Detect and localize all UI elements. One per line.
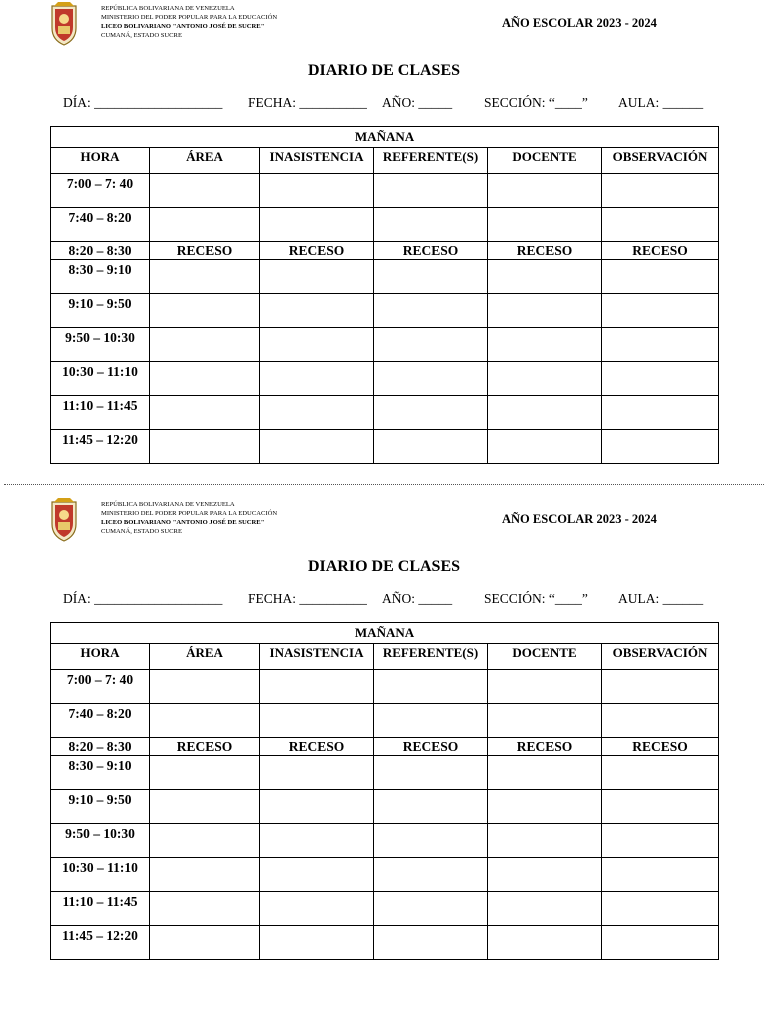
entry-cell[interactable]	[150, 892, 260, 926]
entry-cell[interactable]	[602, 704, 719, 738]
entry-cell[interactable]	[602, 892, 719, 926]
table-row	[51, 756, 719, 790]
column-header: DOCENTE	[488, 148, 602, 174]
time-slot: 7:40 – 8:20	[51, 704, 150, 738]
field-seccion[interactable]: SECCIÓN: “____”	[484, 95, 588, 110]
field-fecha[interactable]: FECHA: __________	[248, 95, 367, 110]
column-header: DOCENTE	[488, 644, 602, 670]
entry-cell[interactable]	[602, 858, 719, 892]
institution-line: MINISTERIO DEL PODER POPULAR PARA LA EDUCACIÓN	[101, 510, 278, 517]
field-dia[interactable]: DÍA: ___________________	[63, 591, 223, 606]
school-name: LICEO BOLIVARIANO "ANTONIO JOSÉ DE SUCRE"	[101, 23, 265, 30]
column-header-row	[51, 148, 719, 174]
recess-row	[51, 242, 719, 260]
entry-cell[interactable]	[260, 362, 374, 396]
field-ano[interactable]: AÑO: _____	[382, 95, 453, 110]
table-row	[51, 790, 719, 824]
entry-cell[interactable]	[374, 824, 488, 858]
entry-cell[interactable]	[260, 328, 374, 362]
entry-cell[interactable]	[602, 328, 719, 362]
table-row	[51, 260, 719, 294]
entry-cell[interactable]	[488, 756, 602, 790]
entry-cell[interactable]	[260, 858, 374, 892]
entry-cell[interactable]	[150, 430, 260, 464]
entry-cell[interactable]	[602, 362, 719, 396]
shift-label: MAÑANA	[51, 127, 719, 148]
entry-cell[interactable]	[602, 208, 719, 242]
entry-cell[interactable]	[602, 294, 719, 328]
table-row	[51, 430, 719, 464]
diary-sheet-1	[0, 0, 768, 470]
time-slot: 9:50 – 10:30	[51, 824, 150, 858]
time-slot: 11:10 – 11:45	[51, 892, 150, 926]
entry-cell[interactable]	[150, 926, 260, 960]
entry-cell[interactable]	[374, 362, 488, 396]
entry-cell[interactable]	[602, 260, 719, 294]
table-row	[51, 670, 719, 704]
entry-cell[interactable]	[150, 174, 260, 208]
time-slot: 10:30 – 11:10	[51, 858, 150, 892]
entry-cell[interactable]	[488, 260, 602, 294]
header-fields	[63, 95, 723, 115]
institution-header	[101, 4, 277, 40]
entry-cell[interactable]	[260, 670, 374, 704]
diary-sheet-2	[0, 496, 768, 966]
entry-cell[interactable]	[374, 208, 488, 242]
entry-cell[interactable]	[488, 704, 602, 738]
table-row	[51, 208, 719, 242]
column-header: REFERENTE(S)	[374, 644, 488, 670]
entry-cell[interactable]	[150, 704, 260, 738]
time-slot: 11:45 – 12:20	[51, 926, 150, 960]
page-title: DIARIO DE CLASES	[307, 62, 461, 79]
entry-cell[interactable]	[150, 858, 260, 892]
entry-cell[interactable]	[260, 824, 374, 858]
entry-cell[interactable]	[602, 926, 719, 960]
school-year: AÑO ESCOLAR 2023 - 2024	[502, 512, 657, 526]
entry-cell[interactable]	[150, 756, 260, 790]
recess-row	[51, 738, 719, 756]
entry-cell[interactable]	[150, 328, 260, 362]
entry-cell[interactable]	[150, 208, 260, 242]
recess-cell: RECESO	[260, 242, 374, 260]
institution-line: CUMANÁ, ESTADO SUCRE	[101, 528, 182, 535]
entry-cell[interactable]	[374, 174, 488, 208]
column-header: REFERENTE(S)	[374, 148, 488, 174]
shift-row	[51, 623, 719, 644]
table-row	[51, 824, 719, 858]
field-aula[interactable]: AULA: ______	[618, 95, 704, 110]
entry-cell[interactable]	[602, 670, 719, 704]
entry-cell[interactable]	[488, 328, 602, 362]
entry-cell[interactable]	[150, 294, 260, 328]
entry-cell[interactable]	[488, 396, 602, 430]
time-slot: 10:30 – 11:10	[51, 362, 150, 396]
time-slot: 9:10 – 9:50	[51, 294, 150, 328]
entry-cell[interactable]	[374, 704, 488, 738]
entry-cell[interactable]	[488, 824, 602, 858]
entry-cell[interactable]	[374, 892, 488, 926]
table-row	[51, 362, 719, 396]
entry-cell[interactable]	[260, 208, 374, 242]
entry-cell[interactable]	[260, 396, 374, 430]
time-slot: 8:20 – 8:30	[51, 242, 150, 260]
column-header: INASISTENCIA	[260, 644, 374, 670]
entry-cell[interactable]	[150, 790, 260, 824]
recess-cell: RECESO	[374, 242, 488, 260]
entry-cell[interactable]	[488, 858, 602, 892]
recess-cell: RECESO	[488, 738, 602, 756]
recess-cell: RECESO	[374, 738, 488, 756]
table-row	[51, 328, 719, 362]
entry-cell[interactable]	[260, 430, 374, 464]
recess-cell: RECESO	[602, 738, 719, 756]
entry-cell[interactable]	[150, 824, 260, 858]
entry-cell[interactable]	[488, 926, 602, 960]
entry-cell[interactable]	[260, 294, 374, 328]
institution-line: CUMANÁ, ESTADO SUCRE	[101, 32, 182, 39]
entry-cell[interactable]	[150, 260, 260, 294]
entry-cell[interactable]	[602, 174, 719, 208]
entry-cell[interactable]	[150, 362, 260, 396]
entry-cell[interactable]	[374, 926, 488, 960]
time-slot: 8:30 – 9:10	[51, 260, 150, 294]
institution-header	[101, 500, 277, 536]
entry-cell[interactable]	[374, 858, 488, 892]
field-seccion[interactable]: SECCIÓN: “____”	[484, 591, 588, 606]
time-slot: 7:00 – 7: 40	[51, 174, 150, 208]
recess-cell: RECESO	[260, 738, 374, 756]
recess-cell: RECESO	[150, 738, 260, 756]
entry-cell[interactable]	[374, 430, 488, 464]
entry-cell[interactable]	[374, 670, 488, 704]
time-slot: 11:45 – 12:20	[51, 430, 150, 464]
table-row	[51, 396, 719, 430]
entry-cell[interactable]	[260, 892, 374, 926]
entry-cell[interactable]	[374, 396, 488, 430]
school-year: AÑO ESCOLAR 2023 - 2024	[502, 16, 657, 30]
entry-cell[interactable]	[150, 396, 260, 430]
institution-line: MINISTERIO DEL PODER POPULAR PARA LA EDUCACIÓN	[101, 14, 278, 21]
entry-cell[interactable]	[602, 824, 719, 858]
entry-cell[interactable]	[150, 670, 260, 704]
institution-line: REPÚBLICA BOLIVARIANA DE VENEZUELA	[101, 501, 235, 508]
table-row	[51, 294, 719, 328]
table-row	[51, 704, 719, 738]
page-title: DIARIO DE CLASES	[307, 558, 461, 575]
school-crest-icon	[50, 2, 78, 46]
entry-cell[interactable]	[488, 294, 602, 328]
school-name: LICEO BOLIVARIANO "ANTONIO JOSÉ DE SUCRE"	[101, 519, 265, 526]
table-row	[51, 892, 719, 926]
shift-label: MAÑANA	[51, 623, 719, 644]
header-fields	[63, 591, 723, 611]
entry-cell[interactable]	[488, 670, 602, 704]
table-row	[51, 174, 719, 208]
class-diary-table	[50, 622, 719, 960]
time-slot: 9:50 – 10:30	[51, 328, 150, 362]
entry-cell[interactable]	[260, 260, 374, 294]
time-slot: 9:10 – 9:50	[51, 790, 150, 824]
entry-cell[interactable]	[488, 362, 602, 396]
class-diary-table	[50, 126, 719, 464]
cut-line-divider	[4, 484, 764, 485]
school-crest-icon	[50, 498, 78, 542]
entry-cell[interactable]	[260, 756, 374, 790]
table-row	[51, 858, 719, 892]
field-dia[interactable]: DÍA: ___________________	[63, 95, 223, 110]
entry-cell[interactable]	[374, 756, 488, 790]
recess-cell: RECESO	[488, 242, 602, 260]
entry-cell[interactable]	[260, 174, 374, 208]
time-slot: 8:20 – 8:30	[51, 738, 150, 756]
entry-cell[interactable]	[260, 704, 374, 738]
column-header: INASISTENCIA	[260, 148, 374, 174]
entry-cell[interactable]	[602, 396, 719, 430]
column-header: HORA	[51, 148, 150, 174]
entry-cell[interactable]	[374, 790, 488, 824]
entry-cell[interactable]	[260, 926, 374, 960]
field-fecha[interactable]: FECHA: __________	[248, 591, 367, 606]
entry-cell[interactable]	[374, 294, 488, 328]
entry-cell[interactable]	[488, 430, 602, 464]
time-slot: 11:10 – 11:45	[51, 396, 150, 430]
entry-cell[interactable]	[488, 790, 602, 824]
entry-cell[interactable]	[260, 790, 374, 824]
time-slot: 7:00 – 7: 40	[51, 670, 150, 704]
entry-cell[interactable]	[488, 892, 602, 926]
column-header: HORA	[51, 644, 150, 670]
field-aula[interactable]: AULA: ______	[618, 591, 704, 606]
time-slot: 7:40 – 8:20	[51, 208, 150, 242]
entry-cell[interactable]	[374, 260, 488, 294]
column-header-row	[51, 644, 719, 670]
time-slot: 8:30 – 9:10	[51, 756, 150, 790]
recess-cell: RECESO	[150, 242, 260, 260]
column-header: ÁREA	[150, 644, 260, 670]
entry-cell[interactable]	[602, 430, 719, 464]
column-header: OBSERVACIÓN	[602, 148, 719, 174]
column-header: ÁREA	[150, 148, 260, 174]
entry-cell[interactable]	[374, 328, 488, 362]
entry-cell[interactable]	[488, 208, 602, 242]
entry-cell[interactable]	[488, 174, 602, 208]
institution-line: REPÚBLICA BOLIVARIANA DE VENEZUELA	[101, 5, 235, 12]
recess-cell: RECESO	[602, 242, 719, 260]
table-row	[51, 926, 719, 960]
entry-cell[interactable]	[602, 790, 719, 824]
entry-cell[interactable]	[602, 756, 719, 790]
shift-row	[51, 127, 719, 148]
column-header: OBSERVACIÓN	[602, 644, 719, 670]
field-ano[interactable]: AÑO: _____	[382, 591, 453, 606]
